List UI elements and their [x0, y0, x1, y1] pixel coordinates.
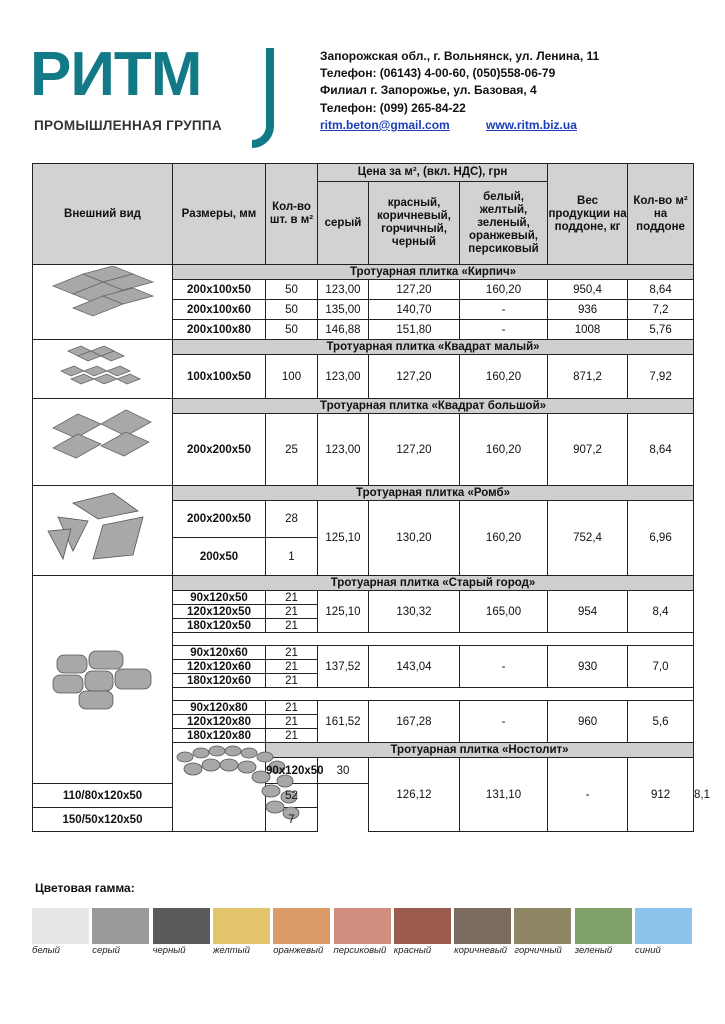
count-cell: 21 [266, 619, 318, 633]
count-cell: 30 [318, 758, 369, 784]
company-logo [30, 40, 270, 144]
price-white-cell: 165,00 [460, 591, 548, 633]
address-branch: Филиал г. Запорожье, ул. Базовая, 4 [320, 83, 537, 98]
size-cell: 90x120x60 [173, 646, 266, 660]
color-swatch [454, 908, 511, 944]
pallet-cell: 8,64 [628, 280, 694, 300]
price-white-cell: 160,20 [460, 414, 548, 486]
count-cell: 25 [266, 414, 318, 486]
color-label: оранжевый [273, 945, 324, 956]
section-title: Тротуарная плитка «Квадрат малый» [173, 340, 694, 355]
color-label: серый [92, 945, 120, 956]
palette-title: Цветовая гамма: [35, 881, 135, 895]
header-appearance: Внешний вид [33, 164, 173, 265]
logo-subtitle: ПРОМЫШЛЕННАЯ ГРУППА [34, 118, 222, 133]
size-cell: 200x100x80 [173, 320, 266, 340]
weight-cell: 752,4 [548, 501, 628, 576]
price-red-cell: 140,70 [369, 300, 460, 320]
pallet-cell: 6,96 [628, 501, 694, 576]
pallet-cell: 5,76 [628, 320, 694, 340]
count-cell: 1 [266, 538, 318, 576]
pallet-cell: 5,6 [628, 701, 694, 743]
price-red-cell: 131,10 [460, 758, 548, 832]
size-cell: 200x100x60 [173, 300, 266, 320]
size-cell: 180x120x60 [173, 674, 266, 688]
color-swatch [153, 908, 210, 944]
size-cell: 120x120x80 [173, 715, 266, 729]
section-title: Тротуарная плитка «Ромб» [173, 486, 694, 501]
count-cell: 21 [266, 660, 318, 674]
color-label: коричневый [454, 945, 508, 956]
color-label: черный [152, 945, 186, 956]
pallet-cell: 7,92 [628, 355, 694, 399]
section-title: Тротуарная плитка «Ностолит» [266, 743, 694, 758]
pallet-cell: 7,2 [628, 300, 694, 320]
size-cell: 110/80x120x50 [33, 784, 173, 808]
size-cell: 180x120x50 [173, 619, 266, 633]
size-cell: 100x100x50 [173, 355, 266, 399]
weight-cell: 936 [548, 300, 628, 320]
address-main: Запорожская обл., г. Вольнянск, ул. Ленина, 11 [320, 49, 600, 63]
color-label: синий [635, 945, 661, 956]
price-grey-cell: 126,12 [369, 758, 460, 832]
price-red-cell: 167,28 [369, 701, 460, 743]
count-cell: 50 [266, 280, 318, 300]
header-weight: Вес продукции на поддоне, кг [548, 164, 628, 265]
weight-cell: 930 [548, 646, 628, 688]
brick-tile-image [33, 265, 173, 340]
logo-bracket-shape [252, 48, 274, 148]
price-red-cell: 127,20 [369, 414, 460, 486]
count-cell: 50 [266, 300, 318, 320]
price-white-cell: 160,20 [460, 280, 548, 300]
count-cell: 21 [266, 715, 318, 729]
color-label: зеленый [574, 945, 613, 956]
price-white-cell: - [460, 701, 548, 743]
price-red-cell: 130,32 [369, 591, 460, 633]
price-red-cell: 130,20 [369, 501, 460, 576]
price-grey-cell: 125,10 [318, 591, 369, 633]
color-label: белый [32, 945, 60, 956]
color-label: желтый [212, 945, 250, 956]
weight-cell: 907,2 [548, 414, 628, 486]
pallet-cell: 8,64 [628, 414, 694, 486]
weight-cell: 960 [548, 701, 628, 743]
price-white-cell: - [548, 758, 628, 832]
price-red-cell: 151,80 [369, 320, 460, 340]
email-link[interactable]: ritm.beton@gmail.com [320, 117, 450, 132]
group-spacer [173, 633, 694, 646]
weight-cell: 954 [548, 591, 628, 633]
color-swatch [575, 908, 632, 944]
section-title: Тротуарная плитка «Старый город» [173, 576, 694, 591]
price-white-cell: - [460, 320, 548, 340]
price-grey-cell: 135,00 [318, 300, 369, 320]
color-label: персиковый [333, 945, 387, 956]
color-swatch [334, 908, 391, 944]
header-white-group: белый, желтый, зеленый, оранжевый, персиковый [460, 182, 548, 265]
pallet-cell: 8,4 [628, 591, 694, 633]
color-swatch [213, 908, 270, 944]
price-grey-cell: 125,10 [318, 501, 369, 576]
weight-cell: 871,2 [548, 355, 628, 399]
price-white-cell: 160,20 [460, 355, 548, 399]
price-grey-cell: 137,52 [318, 646, 369, 688]
count-cell: 7 [266, 808, 318, 832]
nostalit-tile-image [173, 743, 266, 832]
header-count: Кол-во шт. в м² [266, 164, 318, 265]
size-cell: 120x120x60 [173, 660, 266, 674]
price-red-cell: 127,20 [369, 355, 460, 399]
count-cell: 50 [266, 320, 318, 340]
header-sizes: Размеры, мм [173, 164, 266, 265]
count-cell: 21 [266, 605, 318, 619]
phone-main: Телефон: (06143) 4-00-60, (050)558-06-79 [320, 66, 556, 81]
price-red-cell: 143,04 [369, 646, 460, 688]
count-cell: 52 [266, 784, 318, 808]
weight-cell: 912 [628, 758, 694, 832]
size-cell: 90x120x50 [173, 591, 266, 605]
size-cell: 180x120x80 [173, 729, 266, 743]
color-swatch [92, 908, 149, 944]
price-red-cell: 127,20 [369, 280, 460, 300]
section-title: Тротуарная плитка «Квадрат большой» [173, 399, 694, 414]
color-swatch [394, 908, 451, 944]
weight-cell: 950,4 [548, 280, 628, 300]
size-cell: 200x100x50 [173, 280, 266, 300]
count-cell: 100 [266, 355, 318, 399]
old-town-tile-image [33, 576, 173, 784]
price-white-cell: - [460, 646, 548, 688]
price-grey-cell: 123,00 [318, 355, 369, 399]
header-pallet: Кол-во м² на поддоне [628, 164, 694, 265]
price-grey-cell: 161,52 [318, 701, 369, 743]
size-cell: 200x200x50 [173, 414, 266, 486]
size-cell: 90x120x80 [173, 701, 266, 715]
weight-cell: 1008 [548, 320, 628, 340]
price-grey-cell: 123,00 [318, 414, 369, 486]
phone-branch: Телефон: (099) 265-84-22 [320, 100, 466, 115]
price-grey-cell: 146,88 [318, 320, 369, 340]
color-swatch [32, 908, 89, 944]
size-cell: 120x120x50 [173, 605, 266, 619]
size-cell: 150/50x120x50 [33, 808, 173, 832]
count-cell: 21 [266, 729, 318, 743]
logo-title: РИТМ [30, 40, 202, 109]
header-grey: серый [318, 182, 369, 265]
small-square-tile-image [33, 340, 173, 399]
color-swatch [273, 908, 330, 944]
rhombus-tile-image [33, 486, 173, 576]
count-cell: 21 [266, 591, 318, 605]
price-grey-cell: 123,00 [318, 280, 369, 300]
size-cell: 200x50 [173, 538, 266, 576]
price-table: Внешний вид Размеры, мм Кол-во шт. в м² Цена за м², (вкл. НДС), грн Вес продукции на поддоне, кг Кол-во м² на поддоне серый красный, коричневый, горчичный, черный белый, желтый, зеленый, оранжевый, персиковый Тротуарная плитка «Кирпич» 200x100x50 50 123,00 127,20 160,20 950,4 8,64 200x100x60 50 135,00 140,70 - 936 7,2 200x100x80 50 146,88 151,80 - 1008 5,76 Тротуарная плитка «Квадрат малый» 100x100x50 100 123,00 127,20 160,20 871,2 7,92 Тротуарная плитка «Квадрат большой» 200x200x50 25 123,00 127,20 160,20 907,2 8,64 Тротуарная плитка «Ромб» 200x200x50 28 125,10 130,20 160,20 752,4 6,96 200x50 1 Тротуарная плитка «Старый город» 90x120x50 21 125,10 130,32 165,00 954 8,4 120x120x50 21 180x120x50 21 90x120x60 21 137,52 143,04 - 930 7,0 120x120x60 21 180x120x60 21 90x120x80 21 161,52 167,28 - 960 5,6 120x120x80 21 180x120x80 21 Тротуарная плитка «Ностолит» 90x120x50 30 126,12 131,10 - 912 8,1 110/80x120x50 52 150/50x120x50 7 [32, 163, 694, 832]
header-red-group: красный, коричневый, горчичный, черный [369, 182, 460, 265]
color-label: красный [393, 945, 432, 956]
group-spacer [173, 688, 694, 701]
color-swatch [514, 908, 571, 944]
section-title: Тротуарная плитка «Кирпич» [173, 265, 694, 280]
count-cell: 21 [266, 674, 318, 688]
size-cell: 200x200x50 [173, 501, 266, 538]
website-link[interactable]: www.ritm.biz.ua [486, 117, 577, 132]
header-price-group: Цена за м², (вкл. НДС), грн [318, 164, 548, 182]
contact-block [320, 48, 599, 134]
count-cell: 21 [266, 646, 318, 660]
count-cell: 21 [266, 701, 318, 715]
price-white-cell: 160,20 [460, 501, 548, 576]
pallet-cell: 7,0 [628, 646, 694, 688]
count-cell: 28 [266, 501, 318, 538]
color-swatch [635, 908, 692, 944]
price-white-cell: - [460, 300, 548, 320]
size-cell: 90x120x50 [266, 758, 318, 784]
large-square-tile-image [33, 399, 173, 486]
color-label: горчичный [514, 945, 562, 956]
